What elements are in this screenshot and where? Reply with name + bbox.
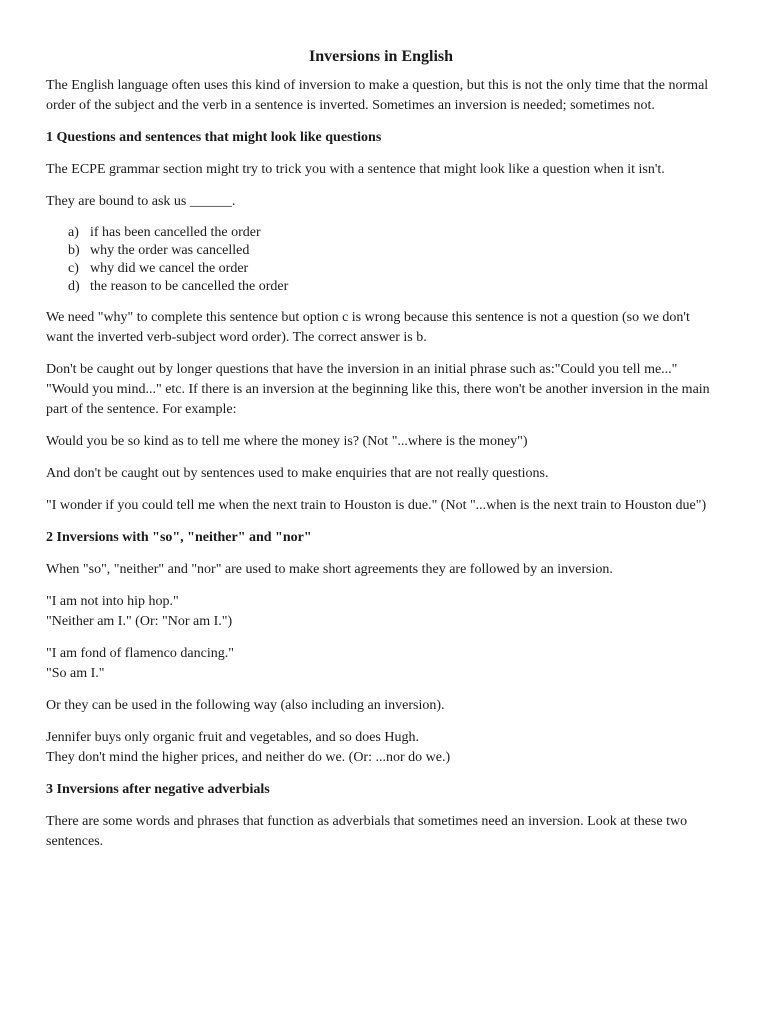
question-prompt: They are bound to ask us ______. — [46, 194, 236, 209]
option-text: why did we cancel the order — [90, 261, 249, 276]
section-1-paragraph-6: "I wonder if you could tell me when the next train to Houston is due." (Not "...when is the next train to Houston due") — [46, 498, 707, 513]
example-line: "I am not into hip hop." — [46, 594, 179, 609]
page-title: Inversions in English — [308, 48, 454, 65]
section-1-paragraph-3: Don't be caught out by longer questions that have the inversion in an initial phrase such as:"Could you tell me..." "Would you mind..." etc. If there is an inversion at the beginning like this, there won't be another inversion in the main part of the sentence. For example: — [46, 362, 710, 417]
section-2-heading: 2 Inversions with "so", "neither" and "nor" — [46, 530, 312, 545]
answer-option-b — [68, 242, 716, 260]
option-text: if has been cancelled the order — [90, 225, 261, 240]
section-1-paragraph-2: We need "why" to complete this sentence but option c is wrong because this sentence is not a question (so we don't want the inverted verb-subject word order). The correct answer is b. — [46, 310, 690, 345]
section-1-paragraph-5: And don't be caught out by sentences used to make enquiries that are not really questions. — [46, 466, 549, 481]
section-2-paragraph-1: When "so", "neither" and "nor" are used to make short agreements they are followed by an inversion. — [46, 562, 613, 577]
answer-option-a — [68, 224, 716, 242]
example-line: Jennifer buys only organic fruit and vegetables, and so does Hugh. — [46, 730, 419, 745]
option-text: why the order was cancelled — [90, 243, 250, 258]
example-dialogue-1 — [46, 592, 716, 632]
answer-option-d — [68, 278, 716, 296]
example-line: "So am I." — [46, 666, 105, 681]
section-2-paragraph-2: Or they can be used in the following way (also including an inversion). — [46, 698, 445, 713]
section-3-heading: 3 Inversions after negative adverbials — [46, 782, 270, 797]
answer-options-list — [46, 224, 716, 296]
section-3-paragraph-1: There are some words and phrases that function as adverbials that sometimes need an inversion. Look at these two sentences. — [46, 814, 688, 849]
intro-paragraph: The English language often uses this kind of inversion to make a question, but this is not the only time that the normal order of the subject and the verb in a sentence is inverted. Sometimes an inversion is needed; sometimes not. — [46, 78, 709, 113]
example-sentences-3 — [46, 728, 716, 768]
option-letter: d) — [68, 279, 80, 294]
option-letter: b) — [68, 243, 80, 258]
example-dialogue-2 — [46, 644, 716, 684]
example-line: "I am fond of flamenco dancing." — [46, 646, 234, 661]
option-letter: c) — [68, 261, 79, 276]
example-line: They don't mind the higher prices, and neither do we. (Or: ...nor do we.) — [46, 750, 451, 765]
section-1-paragraph-4: Would you be so kind as to tell me where the money is? (Not "...where is the money") — [46, 434, 528, 449]
option-text: the reason to be cancelled the order — [90, 279, 289, 294]
section-1-heading: 1 Questions and sentences that might look like questions — [46, 130, 382, 145]
answer-option-c — [68, 260, 716, 278]
example-line: "Neither am I." (Or: "Nor am I.") — [46, 614, 233, 629]
section-1-paragraph-1: The ECPE grammar section might try to trick you with a sentence that might look like a question when it isn't. — [46, 162, 665, 177]
option-letter: a) — [68, 225, 79, 240]
